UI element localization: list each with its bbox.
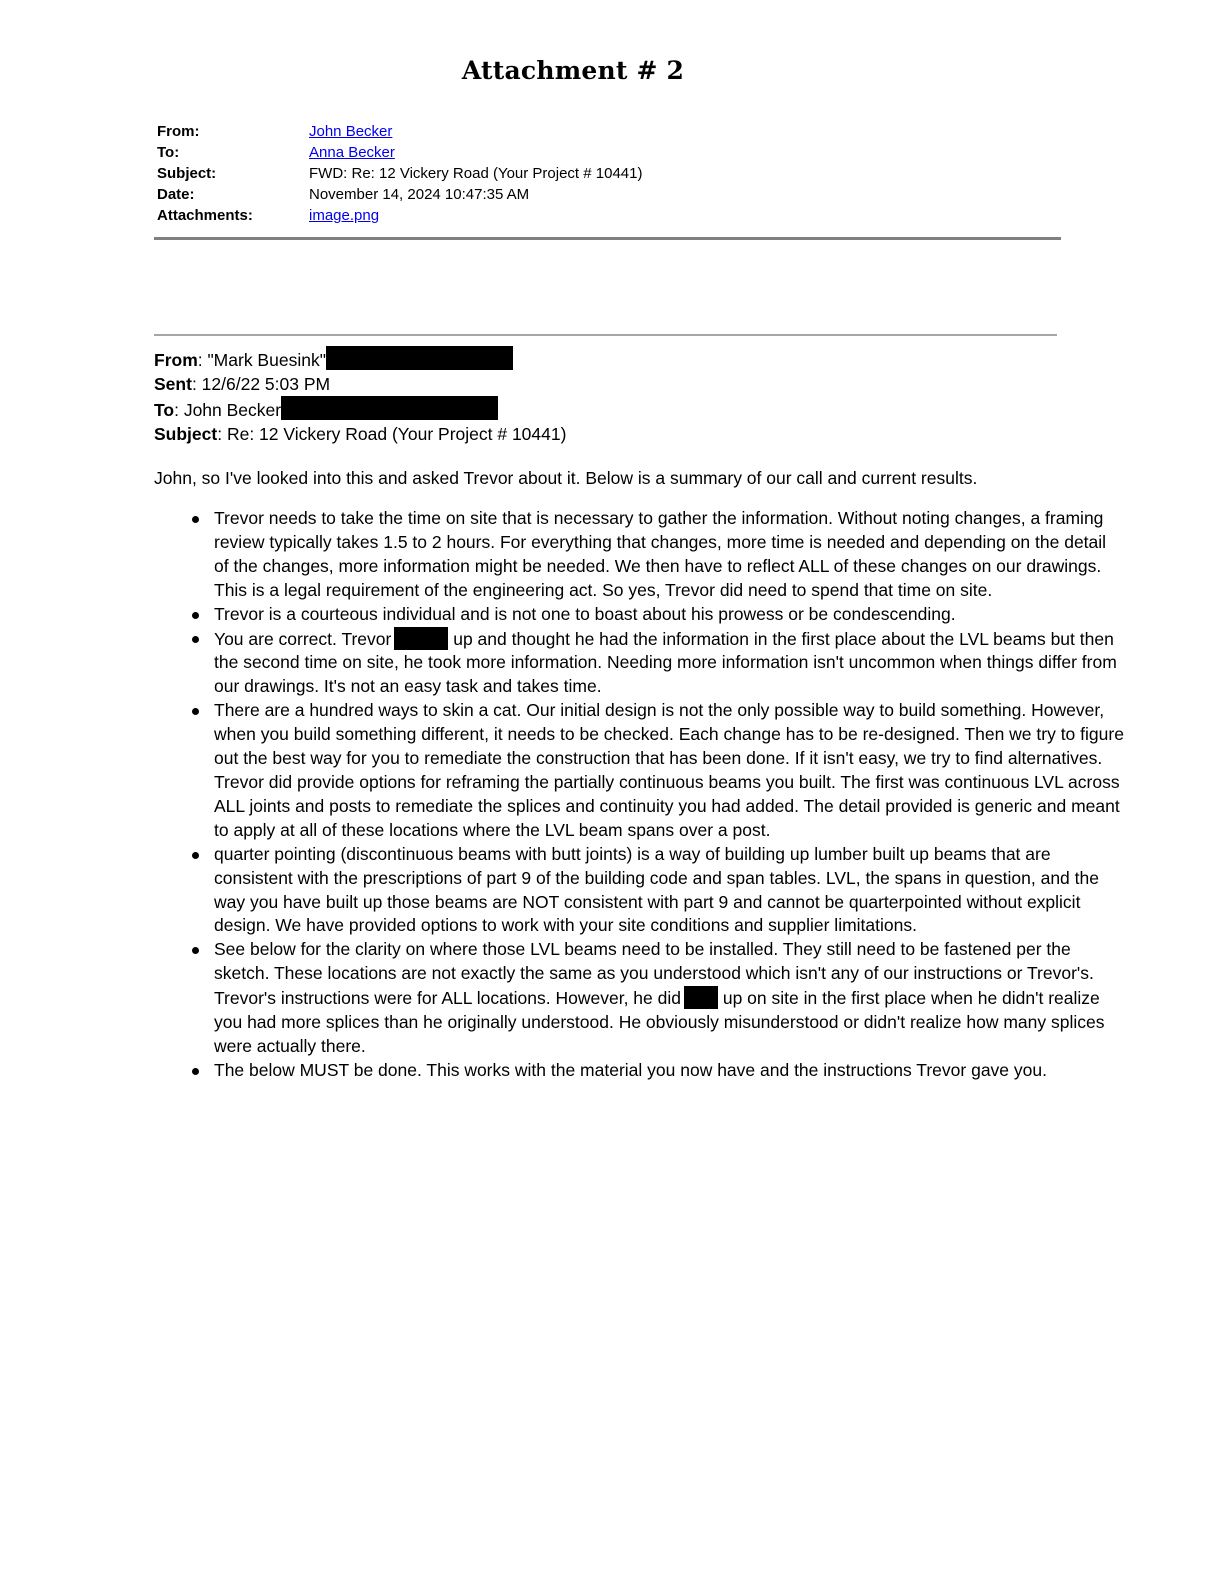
bullet-icon [192,636,199,643]
bullet-text: There are a hundred ways to skin a cat. Our initial design is not the only possible way to build something. However, when you build something different, it needs to be checked. Each change has to be re-designed. Then we try to figure out the best way for you to remediate the construction that has been done. If it isn't easy, we try to find alternatives. Trevor did provide options for reframing the partially continuous beams you built. The first was continuous LVL across ALL joints and posts to remediate the splices and continuity you had added. The detail provided is generic and meant to apply at all of these locations where the LVL beam spans over a post. [214,700,1124,840]
subject-value: FWD: Re: 12 Vickery Road (Your Project # 10441) [309,165,643,182]
bullet-text: You are correct. Trevor [214,628,392,649]
header-divider [154,237,1061,240]
fwd-sent-value: : 12/6/22 5:03 PM [191,374,331,394]
bullet-text: quarter pointing (discontinuous beams with butt joints) is a way of building up lumber built up beams that are consistent with the prescriptions of part 9 of the building code and span tables. LVL, the spans in question, and the way you have built up those beams are NOT consistent with part 9 and cannot be quarterpointed without explicit design. We have provided options to work with your site conditions and supplier limitations. [214,843,1099,936]
list-item [214,627,1124,700]
list-item [214,603,1124,627]
header-row-date [157,184,643,205]
list-item [214,938,1124,1059]
header-row-to [157,142,643,163]
attachments-label: Attachments: [157,207,253,224]
header-row-attachments [157,205,643,226]
from-label: From: [157,123,200,140]
date-label: Date: [157,186,195,203]
bullet-text: The below MUST be done. This works with the material you now have and the instructions Trevor gave you. [214,1059,1047,1080]
bullet-icon [192,947,199,954]
attachment-link[interactable]: image.png [309,207,380,224]
from-link[interactable]: John Becker [309,123,393,140]
fwd-subject-value: : Re: 12 Vickery Road (Your Project # 10441) [217,424,567,444]
list-item [214,507,1124,603]
redaction-box [394,627,448,650]
fwd-from-line [154,346,566,372]
forwarded-header [154,346,566,446]
redaction-box [326,346,513,370]
fwd-sent-line [154,372,566,396]
list-item [214,699,1124,842]
list-item [214,843,1124,939]
bullet-text: Trevor needs to take the time on site that is necessary to gather the information. Without noting changes, a framing review typically takes 1.5 to 2 hours. For everything that changes, more time is needed and depending on the detail of the changes, more information might be needed. We then have to reflect ALL of these changes on our drawings. This is a legal requirement of the engineering act. So yes, Trevor did need to spend that time on site. [214,508,1107,600]
to-link[interactable]: Anna Becker [309,144,395,161]
fwd-from-value: : "Mark Buesink" [197,350,326,370]
fwd-sent-label: Sent [154,374,192,394]
page-title: Attachment # 2 [461,56,685,85]
fwd-subject-line [154,422,566,446]
fwd-to-label: To [154,400,175,420]
fwd-subject-label: Subject [154,424,218,444]
bullet-text: up and thought he had the information in the first place about the LVL beams but then the second time on site, he took more information. Needing more information isn't uncommon when things differ from our drawings. It's not an easy task and takes time. [214,628,1117,697]
bullet-text: See below for the clarity on where those LVL beams need to be installed. They still need to be fastened per the sketch. These locations are not exactly the same as you understood which isn't any of our instructions or Trevor's. Trevor's instructions were for ALL locations. However, he did [214,939,1094,1009]
email-header [157,121,643,226]
redaction-box [281,396,498,420]
bullet-icon [192,612,199,619]
bullet-text: Trevor is a courteous individual and is not one to boast about his prowess or be condescending. [214,603,956,624]
bullet-icon [192,852,199,859]
bullet-list [154,507,1124,1083]
bullet-icon [192,708,199,715]
fwd-to-line [154,396,566,422]
bullet-icon [192,1068,199,1075]
date-value: November 14, 2024 10:47:35 AM [309,186,530,203]
bullet-icon [192,516,199,523]
bullet-text: up on site in the first place when he didn't realize you had more splices than he originally understood. He obviously misunderstood or didn't realize how many splices were actually there. [214,988,1105,1056]
to-label: To: [157,144,180,161]
forward-divider [154,334,1057,336]
fwd-from-label: From [154,350,198,370]
list-item [214,1059,1124,1083]
subject-label: Subject: [157,165,217,182]
header-row-subject [157,163,643,184]
fwd-to-value: : John Becker [174,400,282,420]
header-row-from [157,121,643,142]
redaction-box [684,986,718,1009]
intro-paragraph: John, so I've looked into this and asked Trevor about it. Below is a summary of our call and current results. [154,468,978,488]
